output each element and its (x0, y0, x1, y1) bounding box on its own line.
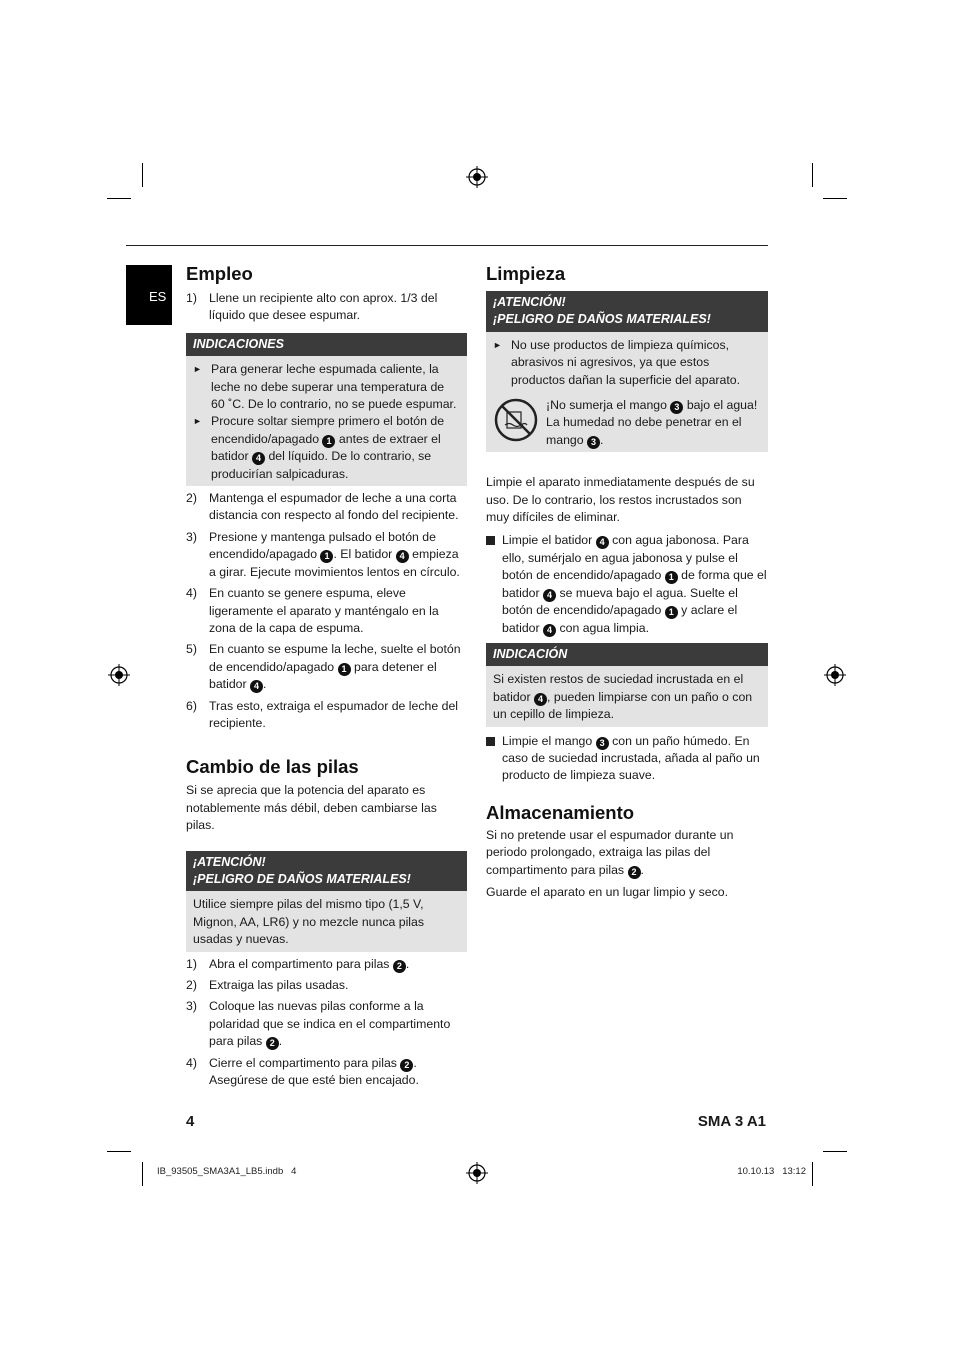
box-header: ¡ATENCIÓN! ¡PELIGRO DE DAÑOS MATERIALES! (486, 291, 768, 332)
no-immerse-icon (493, 397, 539, 443)
almacenamiento-text: Guarde el aparato en un lugar limpio y seco. (486, 884, 728, 899)
square-bullet-icon (486, 532, 502, 636)
ref-3-icon: 3 (596, 737, 609, 750)
indicacion-box (486, 643, 768, 727)
list-item: 4) En cuanto se genere espuma, eleve ligeramente el aparato y manténgalo en la zona de la capa de espuma. (186, 586, 439, 635)
list-item: 4) Cierre el compartimento para pilas 2 . Asegúrese de que esté bien encajado. (186, 1055, 419, 1088)
header-rule (126, 245, 768, 246)
ref-4-icon: 4 (543, 624, 556, 637)
list-item: 1) Llene un recipiente alto con aprox. 1/3 del líquido que desee espumar. (186, 291, 438, 323)
crop-mark (823, 198, 847, 199)
registration-mark-icon (108, 664, 130, 686)
square-bullet-icon (486, 733, 502, 785)
slug-file: IB_93505_SMA3A1_LB5.indb 4 (157, 1166, 297, 1177)
ref-1-icon: 1 (665, 571, 678, 584)
registration-mark-icon (824, 664, 846, 686)
list-item: 2) Mantenga el espumador de leche a una corta distancia con respecto al fondo del recipiente. (186, 491, 459, 523)
list-item: ► No use productos de limpieza químicos, abrasivos ni agresivos, ya que estos productos dañan la superficie del aparato. (493, 337, 761, 389)
section-title-empleo: Empleo (186, 263, 253, 284)
arrow-bullet-icon: ► (193, 364, 202, 375)
crop-mark (812, 1162, 813, 1186)
ref-4-icon: 4 (252, 452, 265, 465)
ref-2-icon: 2 (400, 1059, 413, 1072)
ref-1-icon: 1 (338, 663, 351, 676)
ref-4-icon: 4 (396, 550, 409, 563)
limpieza-intro: Limpie el aparato inmediatamente después de su uso. De lo contrario, los restos incrustados son muy difíciles de eliminar. (486, 475, 755, 525)
ref-4-icon: 4 (534, 693, 547, 706)
box-body (486, 332, 768, 452)
list-item: 6) Tras esto, extraiga el espumador de leche del recipiente. (186, 698, 459, 730)
box-header: ¡ATENCIÓN! ¡PELIGRO DE DAÑOS MATERIALES! (186, 851, 467, 892)
list-item: Limpie el mango 3 con un paño húmedo. En caso de suciedad incrustada, añada al paño un producto de limpieza suave. (486, 733, 768, 785)
ref-1-icon: 1 (665, 606, 678, 619)
page-number: 4 (186, 1113, 195, 1130)
no-immerse-notice: ¡No sumerja el mango 3 bajo el agua! La humedad no debe penetrar en el mango 3 . (493, 397, 761, 449)
slug-date: 10.10.13 13:12 (737, 1166, 806, 1177)
crop-mark (142, 1162, 143, 1186)
right-column (486, 262, 768, 901)
list-item: 3) Coloque las nuevas pilas conforme a la polaridad que se indica en el compartimento para pilas 2 . (186, 999, 451, 1049)
registration-mark-icon (466, 1162, 488, 1184)
section-title-pilas: Cambio de las pilas (186, 756, 359, 778)
crop-mark (142, 163, 143, 187)
list-item: ► Procure soltar siempre primero el botón de encendido/apagado 1 antes de extraer el batidor 4 del líquido. De lo contrario, se producirían salpicaduras. (193, 413, 460, 483)
almacenamiento-text: Si no pretende usar el espumador durante un periodo prolongado, extraiga las pilas del compartimento para pilas 2 . (486, 827, 734, 877)
ref-4-icon: 4 (250, 680, 263, 693)
model-name: SMA 3 A1 (697, 1113, 766, 1130)
ref-1-icon: 1 (320, 550, 333, 563)
ref-1-icon: 1 (322, 435, 335, 448)
list-item: ► Para generar leche espumada caliente, la leche no debe superar una temperatura de 60 ˚C. De lo contrario, no se puede espumar. (193, 361, 460, 413)
box-body: Si existen restos de suciedad incrustada en el batidor 4 , pueden limpiarse con un paño o con un cepillo de limpieza. (486, 666, 768, 726)
ref-4-icon: 4 (596, 536, 609, 549)
list-item: 3) Presione y mantenga pulsado el botón de encendido/apagado 1 . El batidor 4 empieza a girar. Ejecute movimientos lentos en círculo. (186, 529, 460, 579)
arrow-bullet-icon: ► (493, 339, 502, 350)
crop-mark (812, 163, 813, 187)
indicaciones-box (186, 333, 467, 486)
language-tab: ES (126, 265, 172, 325)
warning-box (186, 851, 467, 952)
ref-3-icon: 3 (670, 401, 683, 414)
box-header: INDICACIONES (186, 333, 467, 356)
ref-2-icon: 2 (628, 866, 641, 879)
section-title-almacenamiento: Almacenamiento (486, 801, 635, 823)
box-body (186, 356, 467, 486)
registration-mark-icon (466, 166, 488, 188)
ref-4-icon: 4 (543, 589, 556, 602)
box-header: INDICACIÓN (486, 643, 768, 666)
list-item: Limpie el batidor 4 con agua jabonosa. Para ello, sumérjalo en agua jabonosa y pulse el botón de encendido/apagado 1 de forma que el batidor 4 se mueva bajo el agua. Suelte el botón de encendido/apagado 1 y aclare el batidor 4 con agua limpia. (486, 532, 768, 636)
box-body: Utilice siempre pilas del mismo tipo (1,5 V, Mignon, AA, LR6) y no mezcle nunca pilas usadas y nuevas. (186, 891, 467, 951)
list-item: 5) En cuanto se espume la leche, suelte el botón de encendido/apagado 1 para detener el batidor 4 . (186, 642, 461, 692)
crop-mark (823, 1151, 847, 1152)
ref-2-icon: 2 (393, 960, 406, 973)
list-item: 1) Abra el compartimento para pilas 2 . (186, 956, 410, 971)
crop-mark (107, 198, 131, 199)
left-column (186, 262, 467, 1089)
ref-3-icon: 3 (587, 436, 600, 449)
ref-2-icon: 2 (266, 1037, 279, 1050)
section-title-limpieza: Limpieza (486, 263, 566, 284)
list-item: 2) Extraiga las pilas usadas. (186, 978, 349, 992)
arrow-bullet-icon: ► (193, 416, 202, 427)
pilas-intro: Si se aprecia que la potencia del aparato es notablemente más débil, deben cambiarse las pilas. (186, 783, 437, 833)
crop-mark (107, 1151, 131, 1152)
warning-box (486, 291, 768, 452)
